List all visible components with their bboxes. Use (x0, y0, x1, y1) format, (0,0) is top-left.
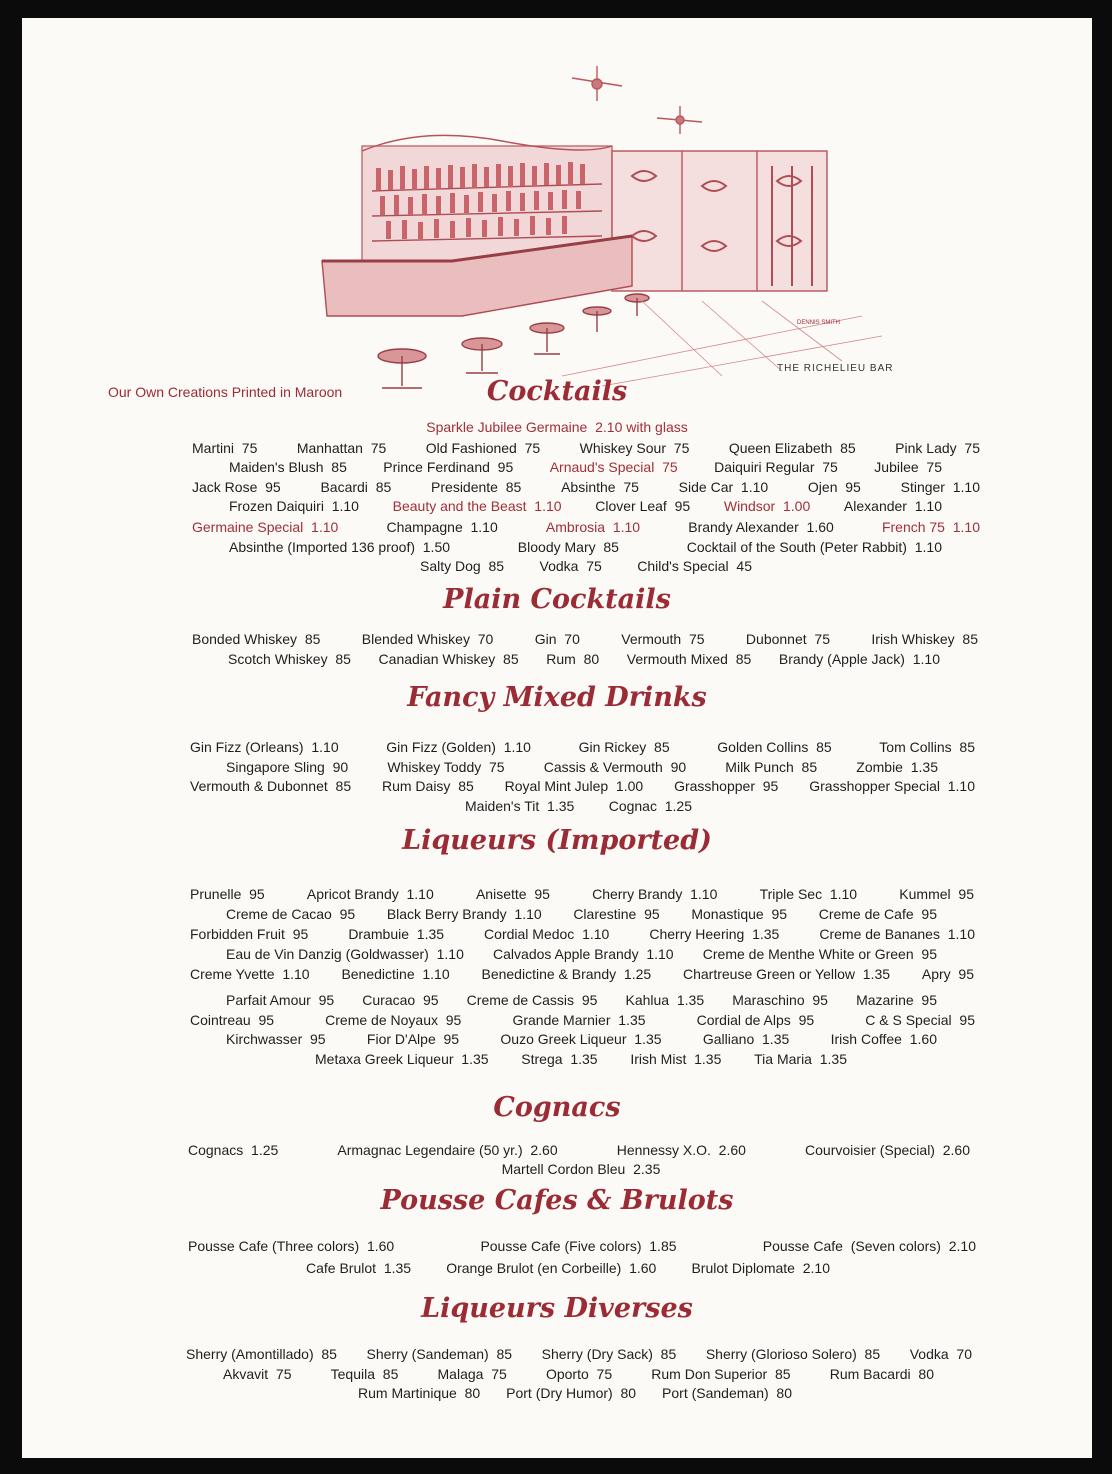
menu-item: Cherry Brandy 1.10 (592, 886, 718, 902)
menu-line (22, 1344, 1092, 1364)
richelieu-bar-illustration (302, 56, 902, 396)
menu-item: Curacao 95 (362, 992, 439, 1008)
menu-item: Gin Fizz (Orleans) 1.10 (190, 739, 339, 755)
menu-item: Tequila 85 (330, 1365, 399, 1382)
menu-item: Cognacs 1.25 (188, 1142, 279, 1158)
menu-item: Orange Brulot (en Corbeille) 1.60 (446, 1260, 657, 1276)
menu-item: Alexander 1.10 (843, 498, 942, 514)
menu-item: Martini 75 (192, 439, 258, 456)
menu-item: Drambuie 1.35 (348, 926, 445, 942)
menu-line (22, 776, 1092, 796)
menu-item: Vermouth Mixed 85 (626, 651, 752, 667)
menu-item: Grasshopper Special 1.10 (809, 778, 975, 794)
menu-item: Sherry (Glorioso Solero) 85 (705, 1346, 881, 1362)
menu-item: Kummel 95 (899, 886, 974, 902)
menu-line (22, 1010, 1092, 1030)
menu-item: Scotch Whiskey 85 (228, 651, 351, 667)
menu-item: Grande Marnier 1.35 (512, 1011, 646, 1028)
menu-item: Rum 80 (546, 651, 600, 667)
menu-item: Pousse Cafe (Five colors) 1.85 (480, 1238, 677, 1254)
menu-item: C & S Special 95 (865, 1011, 975, 1028)
menu-item: Presidente 85 (431, 478, 522, 495)
menu-item: Creme Yvette 1.10 (190, 965, 310, 982)
menu-item: Golden Collins 85 (717, 739, 832, 755)
menu-item: Creme de Menthe White or Green 95 (702, 946, 937, 962)
menu-item: Irish Mist 1.35 (630, 1050, 722, 1067)
menu-item: Anisette 95 (475, 886, 550, 902)
menu-line (22, 517, 1092, 537)
menu-item: Canadian Whiskey 85 (378, 651, 519, 667)
menu-item: Maiden's Blush 85 (229, 459, 347, 475)
menu-line (22, 477, 1092, 497)
menu-item: Sherry (Dry Sack) 85 (541, 1346, 677, 1362)
menu-item: Rum Daisy 85 (381, 778, 474, 794)
menu-item: Maiden's Tit 1.35 (465, 797, 575, 814)
menu-item: Calvados Apple Brandy 1.10 (493, 946, 674, 962)
menu-item: Triple Sec 1.10 (759, 886, 858, 902)
menu-line (22, 1258, 1092, 1278)
menu-line (22, 737, 1092, 757)
menu-item: Ouzo Greek Liqueur 1.35 (500, 1031, 662, 1047)
house-creation-item: Windsor 1.00 (723, 498, 811, 514)
menu-item: Ojen 95 (807, 478, 861, 495)
menu-item: Rum Don Superior 85 (651, 1365, 791, 1382)
menu-item: Cherry Heering 1.35 (649, 926, 780, 942)
menu-item: Metaxa Greek Liqueur 1.35 (315, 1050, 489, 1067)
menu-item: Child's Special 45 (637, 557, 752, 574)
menu-item: Pousse Cafe (Seven colors) 2.10 (762, 1238, 976, 1254)
menu-item: Creme de Cafe 95 (818, 906, 937, 922)
menu-item: Fior D'Alpe 95 (366, 1031, 460, 1047)
menu-item: Vermouth 75 (621, 631, 705, 647)
menu-item: Bloody Mary 85 (517, 538, 619, 555)
menu-item: Side Car 1.10 (678, 478, 769, 495)
menu-item: Prince Ferdinand 95 (383, 459, 514, 475)
menu-item: Akvavit 75 (223, 1365, 292, 1382)
menu-item: Sherry (Amontillado) 85 (186, 1346, 337, 1362)
menu-item: Cordial de Alps 95 (696, 1011, 815, 1028)
house-creation-item: French 75 1.10 (881, 518, 980, 535)
menu-line (22, 924, 1092, 944)
house-creation-item: Sparkle Jubilee Germaine 2.10 with glass (426, 419, 688, 435)
menu-item: Royal Mint Julep 1.00 (504, 778, 644, 794)
menu-item: Bonded Whiskey 85 (192, 631, 321, 647)
menu-item: Apricot Brandy 1.10 (306, 886, 434, 902)
menu-item: Clover Leaf 95 (595, 498, 691, 514)
menu-item: Tom Collins 85 (879, 739, 975, 755)
menu-line (22, 990, 1092, 1010)
menu-item: Strega 1.35 (521, 1050, 598, 1067)
menu-line (22, 537, 1092, 557)
menu-item: Absinthe (Imported 136 proof) 1.50 (229, 538, 451, 555)
section-heading: Liqueurs (Imported) (402, 825, 712, 856)
illustration-caption: THE RICHELIEU BAR (777, 363, 894, 374)
menu-line (22, 884, 1092, 904)
menu-item: Whiskey Toddy 75 (387, 758, 505, 775)
ceiling-fan-icon (657, 106, 702, 134)
menu-item: Malaga 75 (437, 1365, 507, 1382)
menu-item: Creme de Noyaux 95 (325, 1011, 462, 1028)
menu-item: Jack Rose 95 (192, 478, 281, 495)
menu-item: Port (Sandeman) 80 (662, 1384, 792, 1401)
section-heading: Plain Cocktails (443, 584, 671, 615)
menu-item: Forbidden Fruit 95 (190, 926, 309, 942)
menu-item: Cordial Medoc 1.10 (484, 926, 610, 942)
menu-item: Monastique 95 (691, 906, 788, 922)
menu-item: Kahlua 1.35 (625, 992, 705, 1008)
menu-item: Creme de Bananes 1.10 (819, 926, 975, 942)
menu-item: Champagne 1.10 (386, 518, 498, 535)
menu-item: Kirchwasser 95 (226, 1031, 326, 1047)
menu-item: Blended Whiskey 70 (361, 631, 494, 647)
menu-item: Creme de Cassis 95 (466, 992, 598, 1008)
menu-item: Whiskey Sour 75 (579, 439, 690, 456)
menu-item: Daiquiri Regular 75 (714, 459, 838, 475)
menu-item: Martell Cordon Bleu 2.35 (501, 1161, 661, 1177)
menu-line (22, 649, 1092, 669)
menu-line (22, 904, 1092, 924)
house-creation-item: Germaine Special 1.10 (192, 518, 339, 535)
menu-item: Pousse Cafe (Three colors) 1.60 (188, 1238, 395, 1254)
section-heading: Liqueurs Diverses (421, 1293, 693, 1324)
menu-item: Salty Dog 85 (420, 557, 505, 574)
menu-item: Brandy (Apple Jack) 1.10 (778, 651, 940, 667)
menu-item: Brulot Diplomate 2.10 (691, 1260, 830, 1276)
menu-item: Rum Martinique 80 (358, 1384, 481, 1401)
menu-page (22, 18, 1092, 1458)
menu-item: Jubilee 75 (874, 459, 942, 475)
section-heading: Cognacs (493, 1092, 621, 1123)
menu-item: Rum Bacardi 80 (829, 1365, 934, 1382)
menu-item: Absinthe 75 (561, 478, 639, 495)
menu-item: Benedictine 1.10 (341, 965, 450, 982)
menu-item: Cafe Brulot 1.35 (306, 1260, 412, 1276)
menu-line (22, 1383, 1092, 1403)
menu-item: Vermouth & Dubonnet 85 (190, 778, 352, 794)
menu-line (22, 457, 1092, 477)
section-heading: Cocktails (486, 376, 628, 407)
menu-item: Apry 95 (921, 965, 974, 982)
menu-item: Gin Rickey 85 (578, 739, 670, 755)
menu-line (22, 944, 1092, 964)
menu-item: Vodka 75 (539, 557, 602, 574)
menu-line (22, 757, 1092, 777)
menu-item: Irish Coffee 1.60 (830, 1031, 937, 1047)
menu-item: Eau de Vin Danzig (Goldwasser) 1.10 (226, 946, 464, 962)
menu-item: Zombie 1.35 (856, 758, 938, 775)
menu-item: Pink Lady 75 (895, 439, 980, 456)
menu-line (22, 556, 1092, 576)
menu-item: Grasshopper 95 (674, 778, 779, 794)
menu-item: Clarestine 95 (573, 906, 660, 922)
menu-item: Benedictine & Brandy 1.25 (481, 965, 652, 982)
menu-item: Vodka 70 (909, 1346, 972, 1362)
house-creation-item: Beauty and the Beast 1.10 (392, 498, 562, 514)
menu-item: Gin Fizz (Golden) 1.10 (386, 739, 531, 755)
menu-item: Queen Elizabeth 85 (728, 439, 856, 456)
menu-item: Singapore Sling 90 (226, 758, 349, 775)
menu-item: Courvoisier (Special) 2.60 (805, 1142, 970, 1158)
menu-line (22, 1364, 1092, 1384)
menu-item: Milk Punch 85 (725, 758, 818, 775)
menu-item: Stinger 1.10 (900, 478, 980, 495)
menu-line (22, 1029, 1092, 1049)
artist-signature: DENNIS SMITH (797, 320, 841, 326)
section-heading: Fancy Mixed Drinks (407, 682, 707, 713)
menu-line (22, 438, 1092, 458)
menu-item: Maraschino 95 (732, 992, 828, 1008)
menu-item: Galliano 1.35 (702, 1031, 790, 1047)
menu-item: Old Fashioned 75 (425, 439, 541, 456)
menu-item: Parfait Amour 95 (226, 992, 335, 1008)
menu-item: Dubonnet 75 (745, 631, 830, 647)
ceiling-fan-icon (572, 66, 622, 101)
menu-item: Cointreau 95 (190, 1011, 275, 1028)
menu-item: Tia Maria 1.35 (754, 1050, 847, 1067)
menu-item: Black Berry Brandy 1.10 (386, 906, 542, 922)
menu-line (22, 1236, 1092, 1256)
menu-item: Port (Dry Humor) 80 (506, 1384, 637, 1401)
menu-item: Cassis & Vermouth 90 (543, 758, 687, 775)
menu-item: Creme de Cacao 95 (226, 906, 356, 922)
house-creation-item: Ambrosia 1.10 (545, 518, 641, 535)
house-creation-item: Arnaud's Special 75 (549, 459, 678, 475)
menu-item: Cocktail of the South (Peter Rabbit) 1.10 (686, 538, 942, 555)
menu-line (22, 796, 1092, 816)
menu-item: Hennessy X.O. 2.60 (616, 1142, 746, 1158)
menu-line (22, 629, 1092, 649)
menu-item: Brandy Alexander 1.60 (688, 518, 834, 535)
menu-item: Sherry (Sandeman) 85 (366, 1346, 513, 1362)
section-heading: Pousse Cafes & Brulots (380, 1185, 734, 1216)
menu-line (22, 1140, 1092, 1160)
menu-item: Manhattan 75 (296, 439, 387, 456)
menu-line (22, 417, 1092, 437)
menu-item: Gin 70 (534, 631, 580, 647)
menu-line (22, 496, 1092, 516)
menu-line (22, 1159, 1092, 1179)
menu-item: Oporto 75 (545, 1365, 613, 1382)
menu-line (22, 1049, 1092, 1069)
maroon-note: Our Own Creations Printed in Maroon (108, 384, 343, 400)
menu-line (22, 964, 1092, 984)
menu-item: Armagnac Legendaire (50 yr.) 2.60 (337, 1142, 558, 1158)
menu-item: Chartreuse Green or Yellow 1.35 (683, 965, 891, 982)
menu-item: Mazarine 95 (856, 992, 937, 1008)
menu-item: Prunelle 95 (190, 886, 265, 902)
menu-item: Bacardi 85 (320, 478, 392, 495)
menu-item: Cognac 1.25 (608, 797, 692, 814)
menu-item: Irish Whiskey 85 (871, 631, 978, 647)
menu-item: Frozen Daiquiri 1.10 (229, 498, 359, 514)
